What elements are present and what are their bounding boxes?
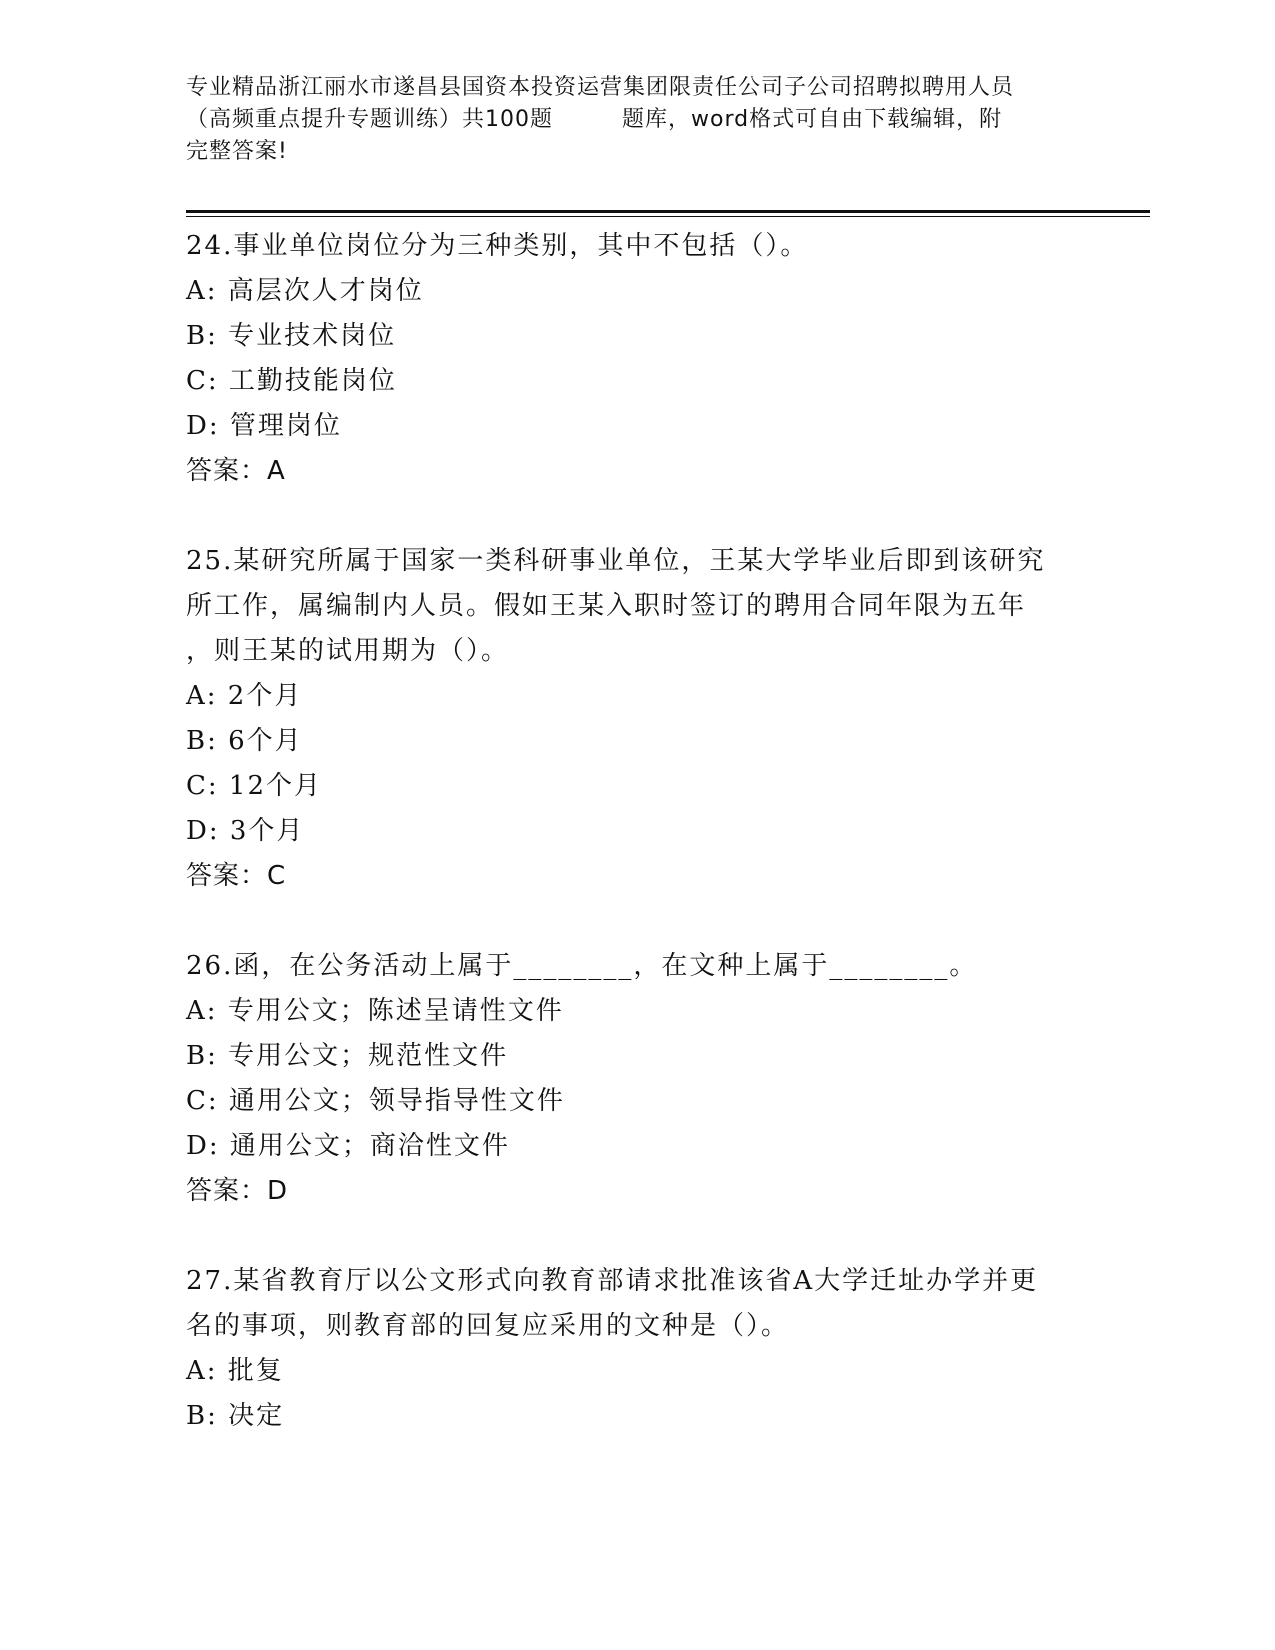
option-c: C: 12个月 <box>186 771 323 801</box>
question-stem: 27.某省教育厅以公文形式向教育部请求批准该省A大学迁址办学并更 <box>186 1266 1039 1296</box>
option-a: A: 批复 <box>186 1356 284 1386</box>
option-d: D: 3个月 <box>186 816 305 846</box>
option-c: C: 通用公文；领导指导性文件 <box>186 1086 565 1116</box>
option-c: C: 工勤技能岗位 <box>186 366 397 396</box>
question-stem: 24.事业单位岗位分为三种类别，其中不包括（）。 <box>186 231 809 261</box>
question-stem: 26.函，在公务活动上属于________，在文种上属于________。 <box>186 951 978 981</box>
header-line: （高频重点提升专题训练）共100题 题库，word格式可自由下载编辑，附 <box>186 107 1003 132</box>
question-stem: 所工作，属编制内人员。假如王某入职时签订的聘用合同年限为五年 <box>186 591 1027 621</box>
header-divider-thick <box>186 210 1150 213</box>
question-27 <box>186 1259 1086 1439</box>
question-25 <box>186 539 1086 899</box>
option-b: B: 专业技术岗位 <box>186 321 397 351</box>
option-a: A: 专用公文；陈述呈请性文件 <box>186 996 564 1026</box>
question-stem: 25.某研究所属于国家一类科研事业单位，王某大学毕业后即到该研究 <box>186 546 1046 576</box>
option-b: B: 决定 <box>186 1401 285 1431</box>
option-d: D: 通用公文；商洽性文件 <box>186 1131 510 1161</box>
document-header <box>186 72 1096 168</box>
question-26 <box>186 944 1086 1214</box>
option-a: A: 2个月 <box>186 681 303 711</box>
question-list <box>186 224 1086 1484</box>
question-stem: 名的事项，则教育部的回复应采用的文种是（）。 <box>186 1311 790 1341</box>
answer-label: 答案：C <box>186 861 287 891</box>
answer-label: 答案：D <box>186 1176 289 1206</box>
header-divider-thin <box>186 216 1150 217</box>
answer-label: 答案：A <box>186 456 286 486</box>
option-d: D: 管理岗位 <box>186 411 342 441</box>
header-line: 完整答案! <box>186 139 288 164</box>
option-b: B: 6个月 <box>186 726 303 756</box>
header-line: 专业精品浙江丽水市遂昌县国资本投资运营集团限责任公司子公司招聘拟聘用人员 <box>186 75 1015 100</box>
option-b: B: 专用公文；规范性文件 <box>186 1041 509 1071</box>
question-stem: ，则王某的试用期为（）。 <box>186 636 510 666</box>
question-24 <box>186 224 1086 494</box>
option-a: A: 高层次人才岗位 <box>186 276 424 306</box>
